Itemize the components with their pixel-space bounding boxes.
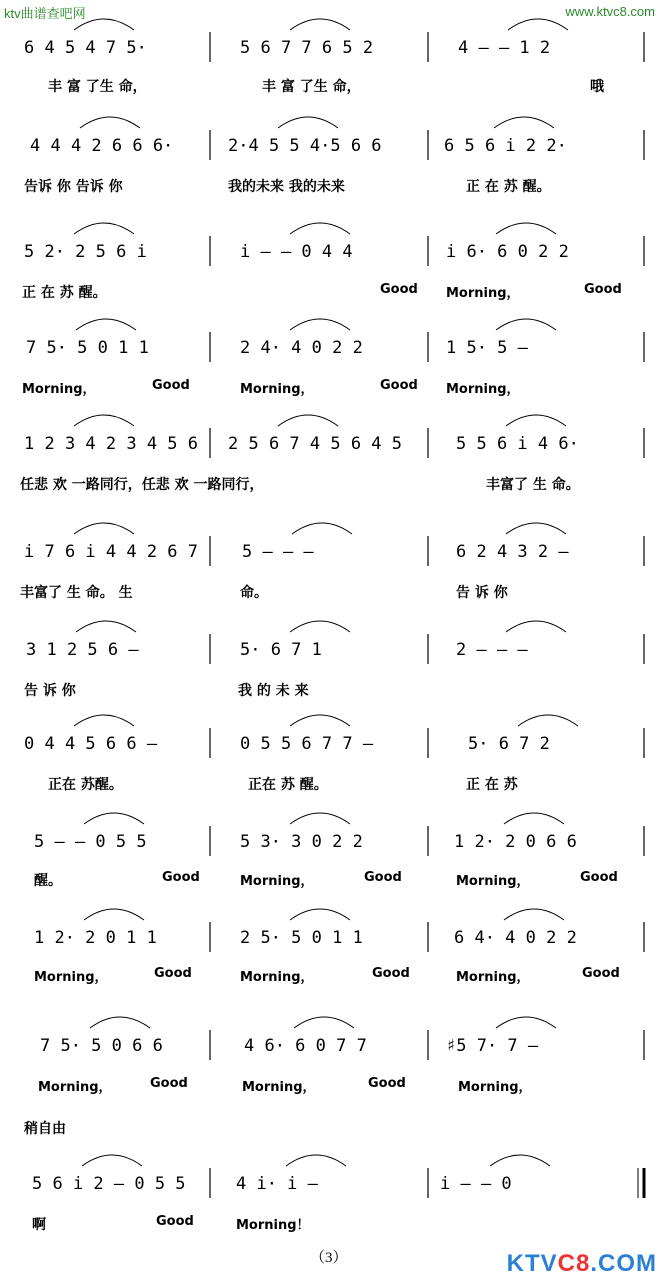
notes-row6-measure3: 6 2 4 3 2 – [456, 542, 569, 562]
lyric-row8-2: 正在 苏 醒。 [248, 777, 328, 793]
notes-row3-measure1: 5 2· 2 5 6 i [24, 242, 147, 262]
lyric-row11-4: Good [368, 1076, 406, 1091]
lyric-row5-1: 任悲 欢 一路同行，任悲 欢 一路同行， [20, 477, 264, 493]
lyric-row7-1: 告 诉 你 [24, 683, 76, 699]
slur-arc [84, 813, 144, 824]
slur-arc [290, 621, 350, 632]
slur-arc [496, 319, 556, 330]
notes-row10-measure2: 2 5· 5 0 1 1 [240, 928, 363, 948]
notes-row10-measure3: 6 4· 4 0 2 2 [454, 928, 577, 948]
notes-row3-measure2: i – – 0 4 4 [240, 242, 353, 262]
slur-arc [290, 319, 350, 330]
logo-part-com: .COM [590, 1250, 657, 1277]
lyric-row11-5: Morning， [458, 1080, 532, 1095]
lyric-row3-2: Good [380, 282, 418, 297]
slur-arc [82, 1155, 142, 1166]
lyric-row8-1: 正在 苏醒。 [48, 777, 123, 793]
lyric-row9-6: Good [580, 870, 618, 885]
slur-arc [76, 319, 136, 330]
logo-part-c8: C8 [557, 1250, 591, 1277]
slur-arc [518, 715, 578, 726]
lyric-row9-1: 醒。 [34, 873, 62, 889]
slur-arc [74, 715, 134, 726]
notes-row12-measure2: 4 i· i – [236, 1174, 318, 1194]
notes-row7-measure2: 5· 6 7 1 [240, 640, 322, 660]
slur-arc [74, 19, 134, 30]
lyric-row11-3: Morning， [242, 1080, 316, 1095]
lyric-row3-1: 正 在 苏 醒。 [22, 285, 107, 301]
lyric-row3-3: Morning， [446, 286, 520, 301]
lyric-row2-2: 我的未来 我的未来 [228, 179, 345, 195]
page-number: （3） [310, 1250, 348, 1266]
lyric-row6-1: 丰富了 生 命。 生 [20, 585, 133, 601]
lyric-row10-4: Good [372, 966, 410, 981]
notes-row11-measure3: ♯5 7· 7 – [446, 1036, 539, 1056]
notes-row2-measure2: 2·4 5 5 4·5 6 6 [228, 136, 382, 156]
slur-arc [496, 1017, 556, 1028]
slur-arc [494, 117, 554, 128]
notes-row7-measure1: 3 1 2 5 6 – [26, 640, 139, 660]
tempo-mark: 稍自由 [24, 1121, 66, 1137]
lyric-row10-3: Morning， [240, 970, 314, 985]
slur-arc [508, 19, 568, 30]
notes-row2-measure1: 4 4 4 2 6 6 6· [30, 136, 174, 156]
slur-arc [80, 117, 140, 128]
notes-row7-measure3: 2 – – – [456, 640, 528, 660]
lyric-row9-2: Good [162, 870, 200, 885]
slur-arc [290, 19, 350, 30]
slur-arc [490, 1155, 550, 1166]
notes-row6-measure2: 5 – – – [242, 542, 314, 562]
lyric-row1-2: 丰 富 了生 命， [262, 79, 361, 95]
logo-part-ktv: KTV [506, 1250, 558, 1277]
lyric-row8-3: 正 在 苏 [466, 777, 518, 793]
lyric-row11-1: Morning， [38, 1080, 112, 1095]
lyric-row9-5: Morning， [456, 874, 530, 889]
watermark-left: ktv曲谱查吧网 [4, 6, 86, 21]
lyric-row10-6: Good [582, 966, 620, 981]
notes-row8-measure2: 0 5 5 6 7 7 – [240, 734, 374, 754]
slur-arc [504, 909, 564, 920]
lyric-row4-3: Morning， [240, 382, 314, 397]
lyric-row2-3: 正 在 苏 醒。 [466, 179, 551, 195]
lyric-row5-2: 丰富了 生 命。 [486, 477, 580, 493]
lyric-row10-2: Good [154, 966, 192, 981]
lyric-row4-2: Good [152, 378, 190, 393]
slur-arc [84, 909, 144, 920]
slur-arc [286, 1155, 346, 1166]
slur-arc [290, 909, 350, 920]
notes-row1-measure2: 5 6 7 7 6 5 2 [240, 38, 374, 58]
slur-arc [278, 415, 338, 426]
slur-arc [504, 813, 564, 824]
site-logo [507, 1250, 657, 1278]
notes-row3-measure3: i 6· 6 0 2 2 [446, 242, 569, 262]
notes-row1-measure1: 6 4 5 4 7 5· [24, 38, 147, 58]
lyric-row7-2: 我 的 未 来 [238, 683, 309, 699]
notes-row5-measure2: 2 5 6 7 4 5 6 4 5 [228, 434, 402, 454]
notes-row5-measure1: 1 2 3 4 2 3 4 5 6 [24, 434, 198, 454]
slur-arc [496, 223, 556, 234]
slur-arc [74, 223, 134, 234]
lyric-row6-2: 命。 [240, 585, 268, 601]
lyric-row10-1: Morning， [34, 970, 108, 985]
lyric-row4-5: Morning， [446, 382, 520, 397]
slur-arc [290, 715, 350, 726]
slur-arc [74, 523, 134, 534]
lyric-row12-1: 啊 [32, 1217, 46, 1233]
lyric-row12-2: Good [156, 1214, 194, 1229]
slur-arc [290, 813, 350, 824]
slur-arc [506, 415, 566, 426]
notes-row8-measure3: 5· 6 7 2 [468, 734, 550, 754]
notes-row4-measure1: 7 5· 5 0 1 1 [26, 338, 149, 358]
slur-arc [278, 117, 338, 128]
slur-arc [90, 1017, 150, 1028]
lyric-row6-3: 告 诉 你 [456, 585, 508, 601]
lyric-row2-1: 告诉 你 告诉 你 [24, 179, 123, 195]
notes-row1-measure3: 4 – – 1 2 [458, 38, 551, 58]
notes-row5-measure3: 5 5 6 i 4 6· [456, 434, 579, 454]
notes-row9-measure3: 1 2· 2 0 6 6 [454, 832, 577, 852]
notes-row9-measure1: 5 – – 0 5 5 [34, 832, 147, 852]
lyric-row4-4: Good [380, 378, 418, 393]
lyric-row1-3: 哦 [590, 79, 604, 95]
slur-arc [290, 223, 350, 234]
lyric-row9-3: Morning， [240, 874, 314, 889]
notes-row12-measure1: 5 6 i 2 – 0 5 5 [32, 1174, 186, 1194]
slur-arc [506, 621, 566, 632]
lyric-row12-3: Morning！ [236, 1218, 310, 1233]
lyric-row11-2: Good [150, 1076, 188, 1091]
notes-row10-measure1: 1 2· 2 0 1 1 [34, 928, 157, 948]
notes-row4-measure3: 1 5· 5 – [446, 338, 528, 358]
lyric-row4-1: Morning， [22, 382, 96, 397]
notes-row11-measure2: 4 6· 6 0 7 7 [244, 1036, 367, 1056]
notes-row11-measure1: 7 5· 5 0 6 6 [40, 1036, 163, 1056]
lyric-row10-5: Morning， [456, 970, 530, 985]
notes-row2-measure3: 6 5 6 i 2 2· [444, 136, 567, 156]
notes-row9-measure2: 5 3· 3 0 2 2 [240, 832, 363, 852]
slur-arc [506, 523, 566, 534]
lyric-row9-4: Good [364, 870, 402, 885]
slur-arc [292, 523, 352, 534]
notes-row4-measure2: 2 4· 4 0 2 2 [240, 338, 363, 358]
lyric-row3-4: Good [584, 282, 622, 297]
notes-row8-measure1: 0 4 4 5 6 6 – [24, 734, 158, 754]
notes-row6-measure1: i 7 6 i 4 4 2 6 7 [24, 542, 198, 562]
slur-arc [76, 621, 136, 632]
slur-arc [74, 415, 134, 426]
lyric-row1-1: 丰 富 了生 命， [48, 79, 147, 95]
notes-row12-measure3: i – – 0 [440, 1174, 512, 1194]
slur-arc [294, 1017, 354, 1028]
watermark-right: www.ktvc8.com [565, 4, 655, 19]
